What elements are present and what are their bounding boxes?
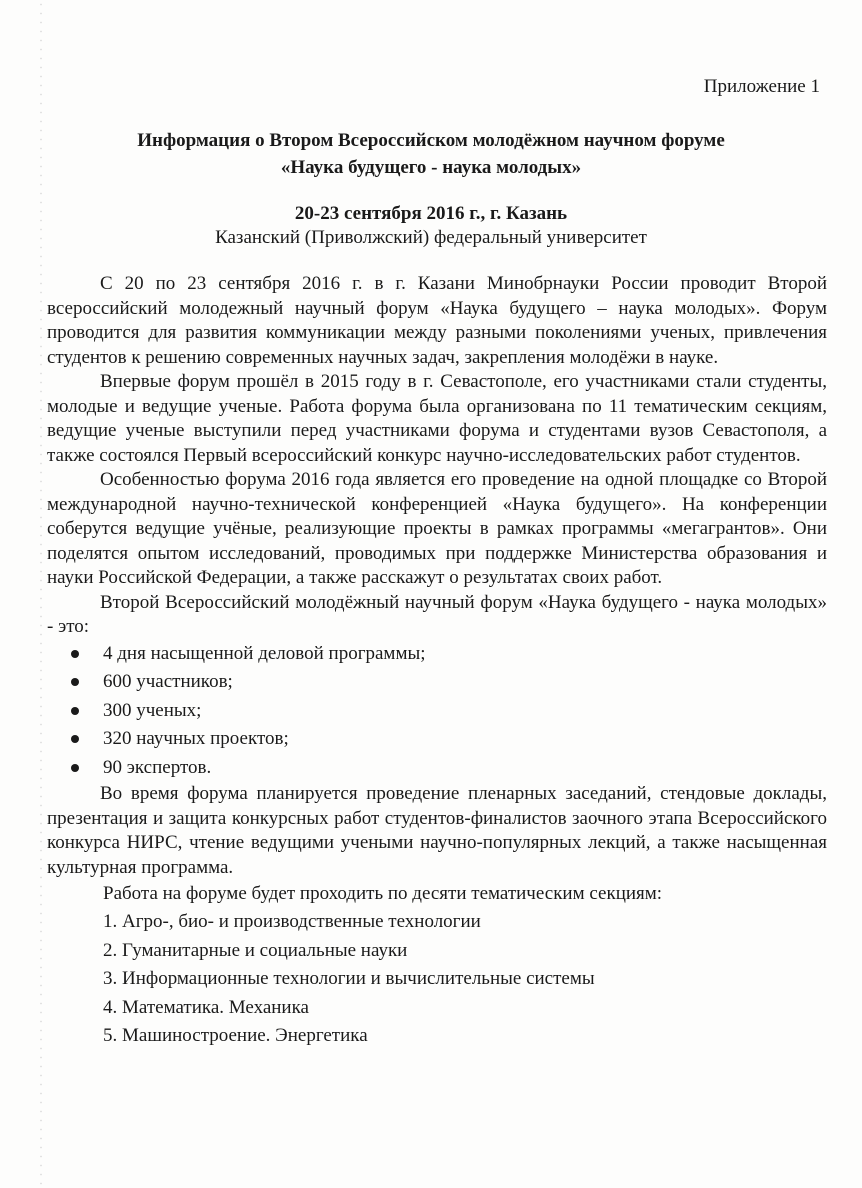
document-title (0, 127, 862, 181)
bullet-icon (71, 735, 79, 743)
document-body (47, 272, 827, 1051)
paragraph-3: Особенностью форума 2016 года является его проведение на одной площадке со Второй международной научно-технической конференцией «Наука будущего». На конференции соберутся ведущие учёные, реализующие проекты в рамках программы «мегагрантов». Они поделятся опытом исследований, проводимых при поддержке Министерства образования и науки Российской Федерации, а также расскажут о результатах своих работ. (47, 469, 827, 588)
list-item: 4. Математика. Механика (103, 996, 309, 1018)
bullet-icon (71, 650, 79, 658)
list-item: 2. Гуманитарные и социальные науки (103, 939, 408, 961)
bullet-icon (71, 764, 79, 772)
paragraph-1: С 20 по 23 сентября 2016 г. в г. Казани Минобрнауки России проводит Второй всероссийский молодежный научный форум «Наука будущего – наука молодых». Форум проводится для развития коммуникации между разными поколениями ученых, привлечения студентов к решению современных научных задач, закрепления молодёжи в науке. (47, 273, 827, 368)
forum-facts-list (47, 640, 827, 783)
list-item: 4 дня насыщенной деловой программы; (47, 640, 827, 669)
event-date-place: 20-23 сентября 2016 г., г. Казань (294, 203, 568, 224)
list-item: 1. Агро-, био- и производственные технологии (103, 911, 481, 932)
bullet-icon (71, 678, 79, 686)
title-line-2: «Наука будущего - наука молодых» (280, 157, 582, 178)
sections-intro: Работа на форуме будет проходить по десяти тематическим секциям: (103, 883, 663, 904)
list-item: 600 участников; (47, 668, 827, 697)
appendix-label: Приложение 1 (703, 76, 820, 97)
university-name: Казанский (Приволжский) федеральный университет (215, 227, 647, 248)
list-item: 90 экспертов. (47, 754, 827, 783)
title-line-1: Информация о Втором Всероссийском молодёжном научном форуме (137, 130, 725, 151)
list-item: 5. Машиностроение. Энергетика (103, 1025, 368, 1046)
thematic-sections-list (47, 908, 827, 1051)
paragraph-4: Второй Всероссийский молодёжный научный форум «Наука будущего - наука молодых» - это: (47, 591, 827, 637)
list-item: 300 ученых; (47, 697, 827, 726)
paragraph-5: Во время форума планируется проведение пленарных заседаний, стендовые доклады, презентация и защита конкурсных работ студентов-финалистов заочного этапа Всероссийского конкурса НИРС, чтение ведущими учеными научно-популярных лекций, а также насыщенная культурная программа. (47, 783, 827, 878)
list-item: 320 научных проектов; (47, 725, 827, 754)
paragraph-2: Впервые форум прошёл в 2015 году в г. Севастополе, его участниками стали студенты, молодые и ведущие ученые. Работа форума была организована по 11 тематическим секциям, ведущие ученые выступили перед участниками форума и студентами вузов Севастополя, а также состоялся Первый всероссийский конкурс научно-исследовательских работ студентов. (47, 371, 827, 466)
bullet-icon (71, 707, 79, 715)
list-item: 3. Информационные технологии и вычислительные системы (103, 968, 595, 989)
